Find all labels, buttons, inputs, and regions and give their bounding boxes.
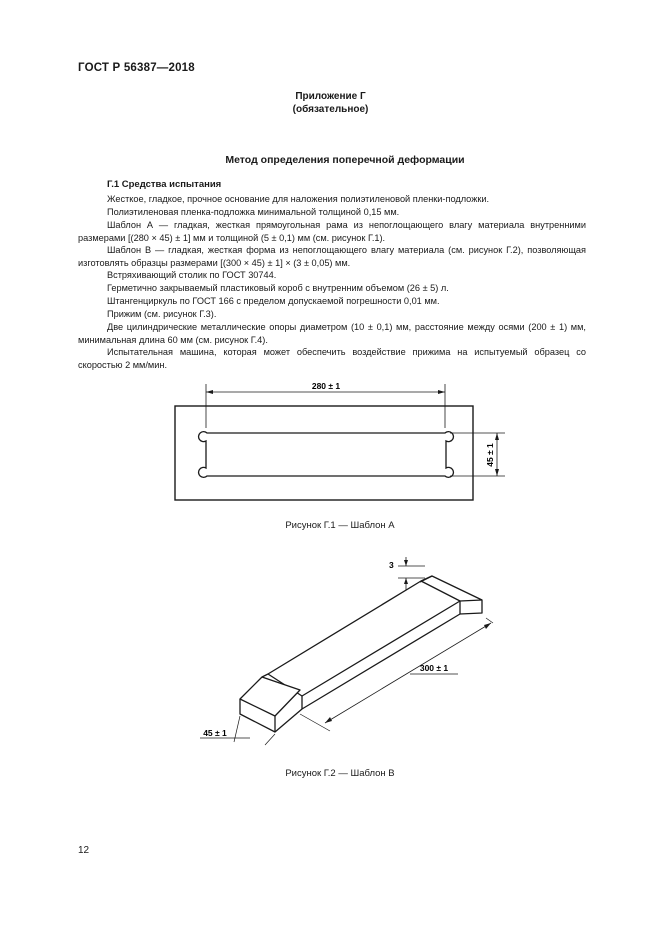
figure-template-b <box>240 576 482 732</box>
paragraph: Две цилиндрические металлические опоры диаметром (10 ± 0,1) мм, расстояние между осями (200 ± 1) мм, минимальная длина 60 мм (см. рисунок Г.4). <box>78 322 586 346</box>
method-title: Метод определения поперечной деформации <box>225 154 465 166</box>
dim-arrow <box>495 469 499 476</box>
template-b-plate-top <box>268 581 460 696</box>
dim-label-length: 300 ± 1 <box>419 663 449 673</box>
dim-arrow <box>438 390 445 394</box>
dim-arrow <box>206 390 213 394</box>
page-number: 12 <box>78 845 90 856</box>
paragraph: Шаблон В — гладкая, жесткая форма из непоглощающего влагу материала (см. рисунок Г.2), позволяющая изготовлять образцы размерами [(300 × 45) ± 1] × (3 ± 0,05) мм. <box>78 245 586 269</box>
paragraph: Прижим (см. рисунок Г.3). <box>107 309 217 319</box>
appendix-status: (обязательное) <box>292 104 369 115</box>
appendix-title: Приложение Г <box>295 91 366 102</box>
document-standard-number: ГОСТ Р 56387—2018 <box>78 62 195 74</box>
paragraph: Герметично закрываемый пластиковый короб с внутренним объемом (26 ± 5) л. <box>107 283 449 293</box>
dim-arrow <box>495 433 499 440</box>
paragraph: Полиэтиленовая пленка-подложка минимальной толщиной 0,15 мм. <box>107 207 400 217</box>
dim-label-width: 45 ± 1 <box>203 728 227 738</box>
paragraph: Встряхивающий столик по ГОСТ 30744. <box>107 270 277 280</box>
template-a-inner-opening <box>199 432 454 478</box>
paragraph: Испытательная машина, которая может обеспечить воздействие прижима на испытуемый образец со скоростью 2 мм/мин. <box>78 347 586 371</box>
figure-caption: Рисунок Г.2 — Шаблон В <box>285 768 395 779</box>
paragraph: Жесткое, гладкое, прочное основание для наложения полиэтиленовой пленки-подложки. <box>107 194 490 204</box>
section-title: Г.1 Средства испытания <box>107 179 222 190</box>
paragraph: Штангенциркуль по ГОСТ 166 с пределом допускаемой погрешности 0,01 мм. <box>107 296 440 306</box>
figure-caption: Рисунок Г.1 — Шаблон А <box>285 520 395 531</box>
dim-label-length: 280 ± 1 <box>311 381 341 391</box>
paragraph: Шаблон А — гладкая, жесткая прямоугольная рама из непоглощающего влагу материала внутренними размерами [(280 × 45) ± 1] мм и толщиной (5 ± 0,1) мм (см. рисунок Г.1). <box>78 220 586 244</box>
dim-label-width: 45 ± 1 <box>485 443 495 467</box>
dim-label-thickness: 3 <box>389 560 394 570</box>
template-a-outer-frame <box>175 406 473 500</box>
